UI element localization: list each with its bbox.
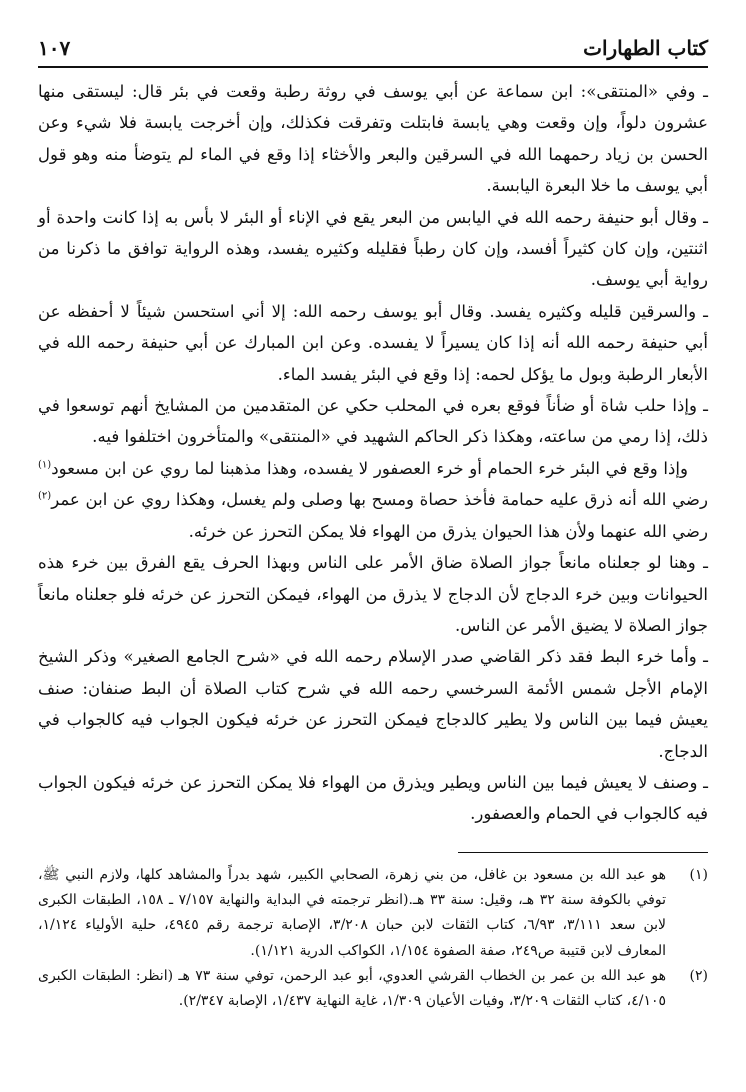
paragraph-text: رضي الله أنه ذرق عليه حمامة فأخذ حصاة ومسح بها وصلى ولم يغسل، وهكذا روي عن ابن عمر xyxy=(51,490,708,510)
header-rule xyxy=(38,66,708,68)
paragraph: ـ وفي «المنتقى»: ابن سماعة عن أبي يوسف في روثة رطبة وقعت في بئر قال: ليستقى منها عشرون دلواً، وإن وقعت وهي يابسة فابتلت وتفرقت فكذلك، وإن أخرجت يابسة فلا شيء وعن الحسن بن زياد رحمهما الله في السرقين والبعر والأخثاء إذا وقع في الماء لم يتوضأ منه وهو قول أبي يوسف ما خلا البعرة اليابسة. xyxy=(38,82,708,196)
footnote-2 xyxy=(38,964,708,1015)
footnote-text: هو عبد الله بن مسعود بن غافل، من بني زهرة، الصحابي الكبير، شهد بدراً والمشاهد كلها، ولازم النبي ﷺ، توفي بالكوفة سنة ٣٢ هـ، وقيل: سنة ٣٣ هـ.(انظر ترجمته في البداية والنهاية ٧/١٥٧ ـ ١٥٨، الطبقات الكبرى لابن سعد ٣/١١١، ٦/٩٣، كتاب الثقات لابن حبان ٣/٢٠٨، الإصابة ترجمة رقم ٤٩٤٥، حلية الأولياء ١/١٢٤، المعارف لابن قتيبة ص٢٤٩، صفة الصفوة ١/١٥٤، الكواكب الدرية ١/١٢١). xyxy=(38,866,666,959)
paragraph: ـ والسرقين قليله وكثيره يفسد. وقال أبو يوسف رحمه الله: إلا أني استحسن شيئاً لا أحفظه عن أبي حنيفة رحمه الله أنه إذا كان يسيراً لا يفسده. وعن ابن المبارك عن أبي حنيفة رحمه الله في الأبعار الرطبة وبول ما يؤكل لحمه: إذا وقع في البئر يفسد الماء. xyxy=(38,301,708,384)
paragraph-text: وإذا وقع في البئر خرء الحمام أو خرء العصفور لا يفسده، وهذا مذهبنا لما روي عن ابن مسعود xyxy=(51,458,688,478)
chapter-title: كتاب الطهارات xyxy=(583,36,708,60)
paragraph: ـ وهنا لو جعلناه مانعاً جواز الصلاة ضاق الأمر على الناس وبهذا الحرف يقع الفرق بين خرء هذه الحيوانات وبين خرء الدجاج لأن الدجاج لا يذرق من الهواء، فيمكن التحرز عن خرئه فلو جعلناه مانعاً جواز الصلاة لا يضيق الأمر عن الناس. xyxy=(38,553,708,635)
footnote-1 xyxy=(38,863,708,964)
footnote-number: (٢) xyxy=(689,967,708,984)
paragraph xyxy=(38,453,708,547)
footnote-text: هو عبد الله بن عمر بن الخطاب القرشي العدوي، أبو عبد الرحمن، توفي سنة ٧٣ هـ (انظر: الطبقات الكبرى ٤/١٠٥، كتاب الثقات ٣/٢٠٩، وفيات الأعيان ١/٣٠٩، غاية النهاية ١/٤٣٧، الإصابة ٢/٣٤٧). xyxy=(38,967,666,1010)
paragraph: ـ وأما خرء البط فقد ذكر القاضي صدر الإسلام رحمه الله في «شرح الجامع الصغير» وذكر الشيخ الإمام الأجل شمس الأئمة السرخسي رحمه الله في شرح كتاب الصلاة أن البط صنفان: صنف يعيش فيما بين الناس ولا يطير كالدجاج فيمكن التحرز عن خرئه فيكون الجواب فيه كالجواب في الدجاج. xyxy=(38,647,708,761)
page-header xyxy=(38,34,708,60)
footnote-number: (١) xyxy=(689,866,708,883)
paragraph: ـ وإذا حلب شاة أو ضأناً فوقع بعره في المحلب حكي عن المتقدمين من المشايخ أنهم توسعوا في ذلك، إذا رمي من ساعته، وهكذا ذكر الحاكم الشهيد في «المنتقى» والمتأخرون اختلفوا فيه. xyxy=(38,396,708,447)
paragraph: ـ وقال أبو حنيفة رحمه الله في اليابس من البعر يقع في الإناء أو البئر لا بأس به إذا كانت واحدة أو اثنتين، وإن كان كثيراً أفسد، وإن كان رطباً فقليله وكثيره يفسد، وهذه الرواية توافق ما ذكرنا من رواية أبي يوسف. xyxy=(38,207,708,290)
paragraph-text: رضي الله عنهما ولأن هذا الحيوان يذرق من الهواء فلا يمكن التحرز عن خرئه. xyxy=(188,521,708,541)
footnote-ref-1[interactable]: (١) xyxy=(38,459,52,471)
footnotes xyxy=(38,863,708,1015)
main-text xyxy=(38,76,708,830)
footnote-ref-2[interactable]: (٢) xyxy=(38,490,52,502)
page-number: ١٠٧ xyxy=(38,36,71,60)
footnote-separator xyxy=(458,852,708,853)
paragraph: ـ وصنف لا يعيش فيما بين الناس ويطير ويذرق من الهواء فلا يمكن التحرز عن خرئه فيكون الجواب فيه كالجواب في الحمام والعصفور. xyxy=(38,772,708,824)
